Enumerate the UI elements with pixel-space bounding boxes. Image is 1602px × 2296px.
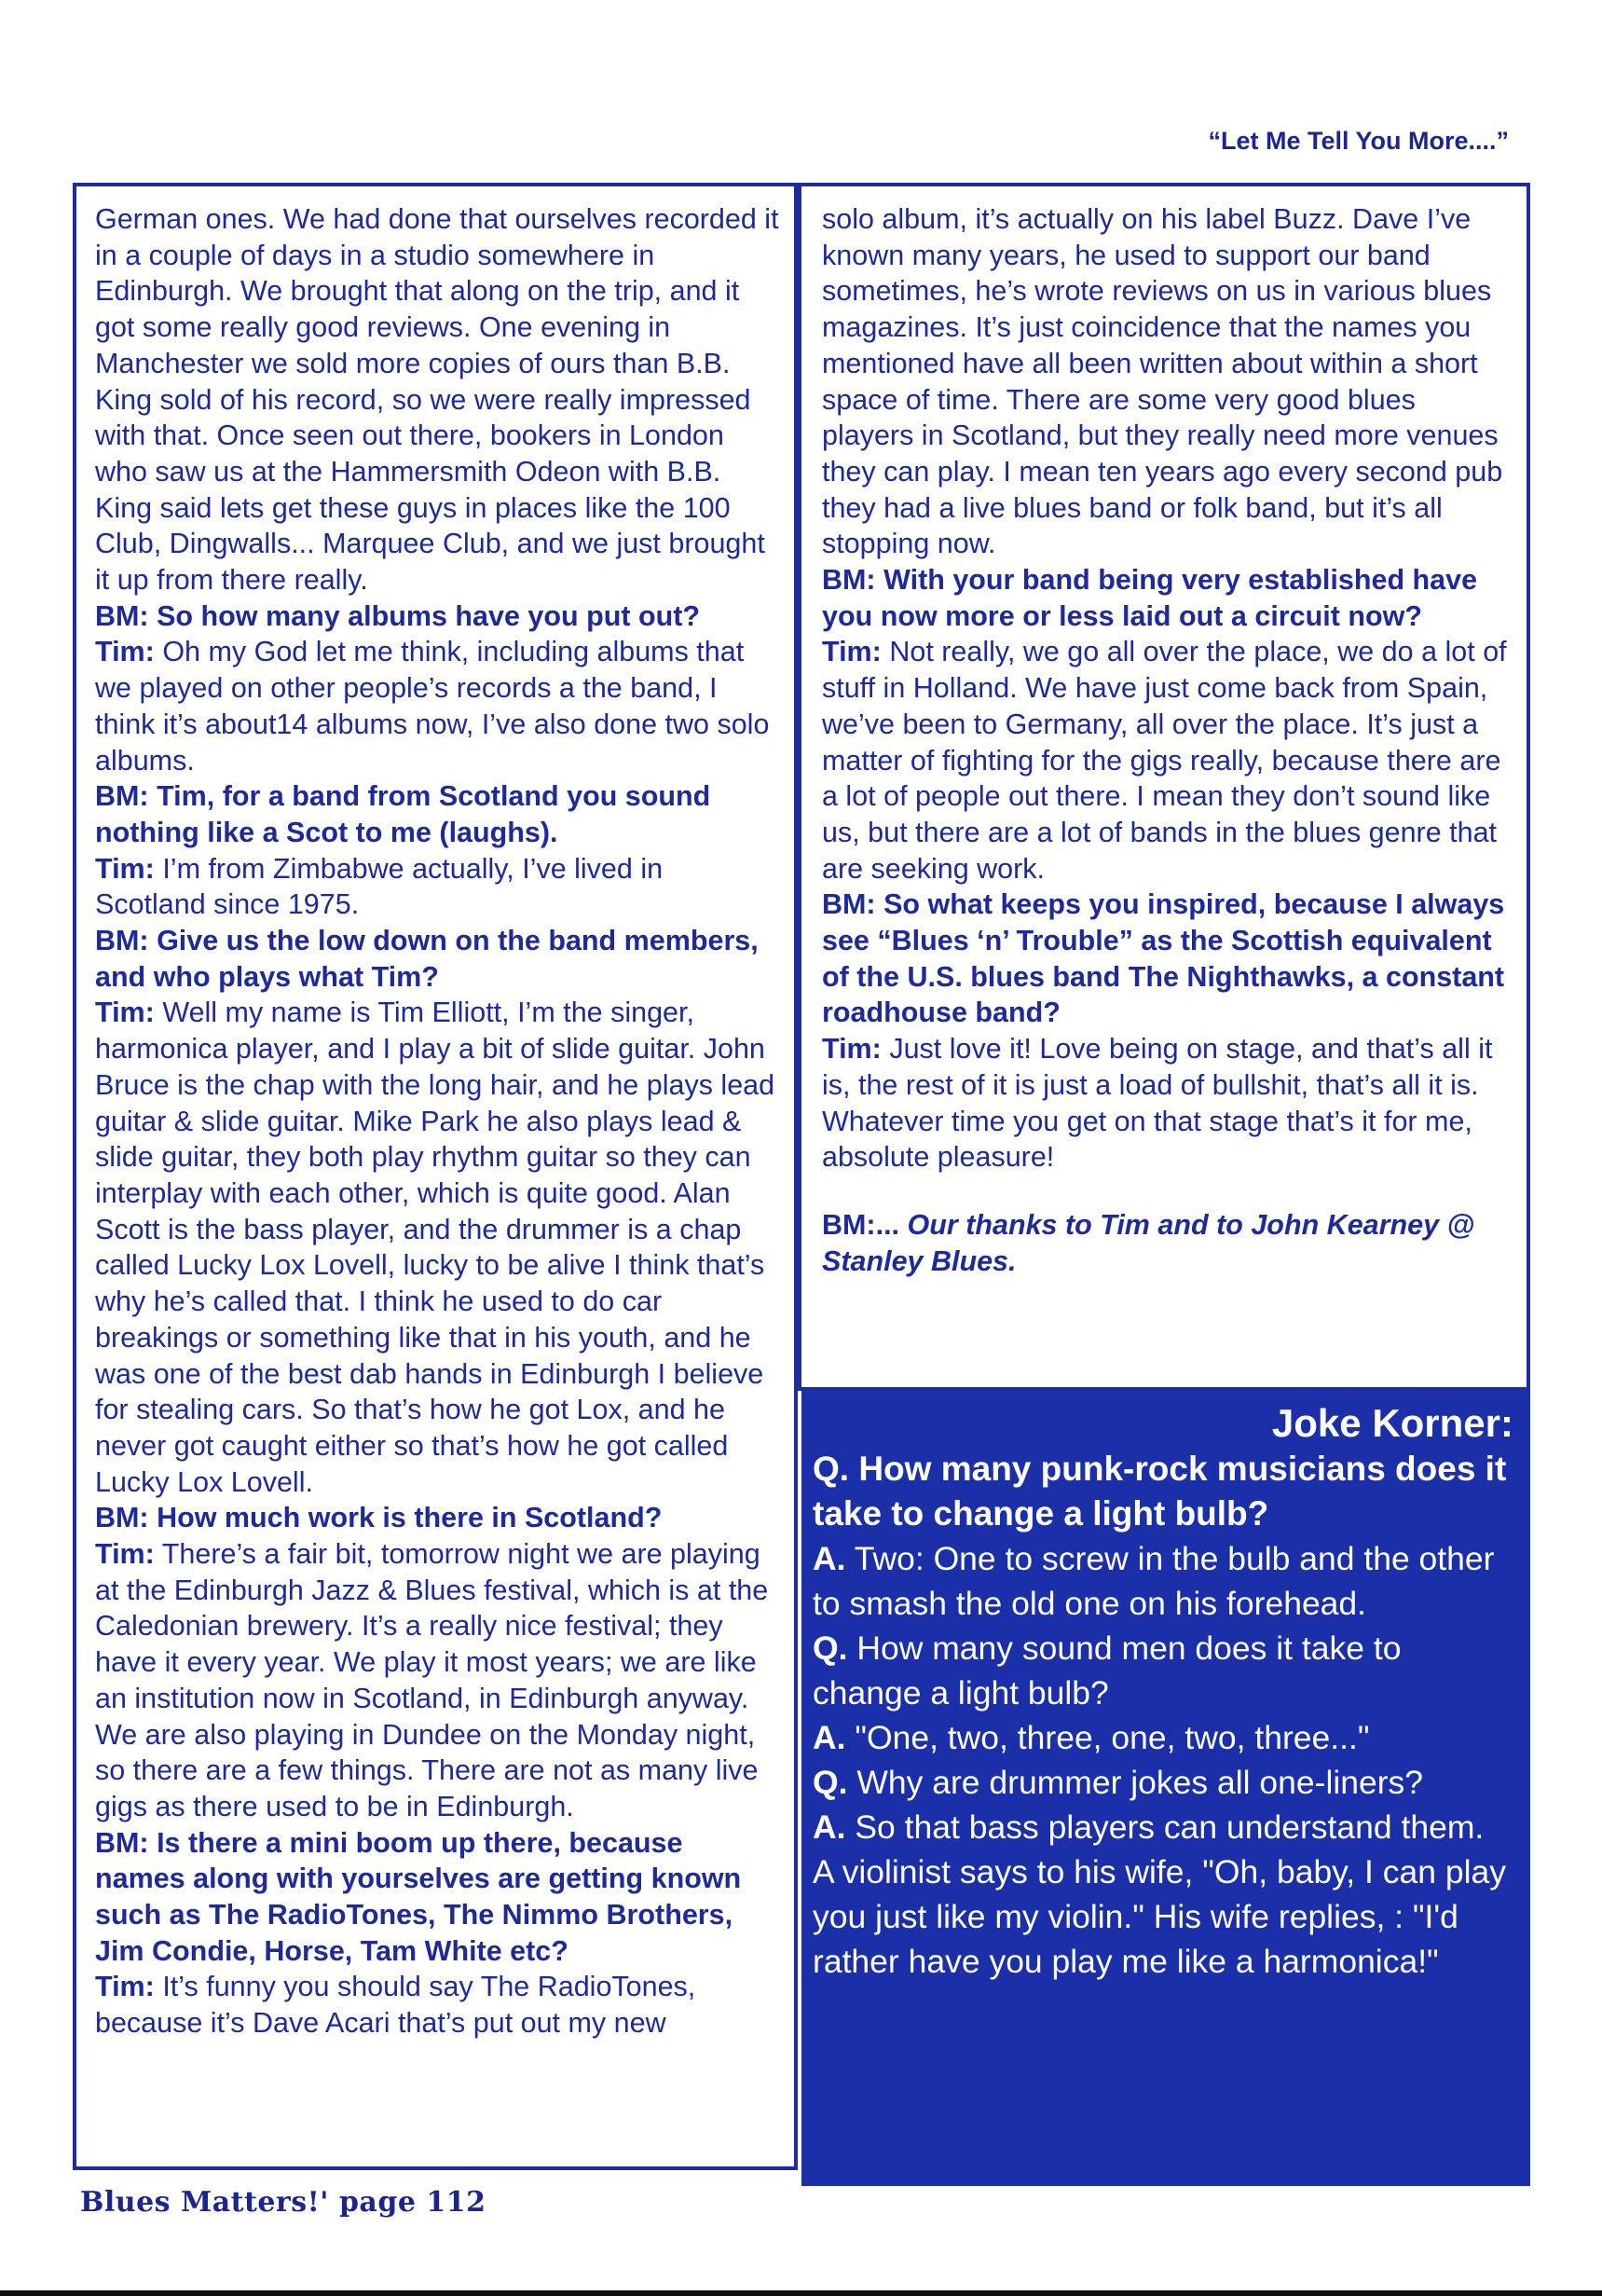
interview-paragraph xyxy=(95,1500,779,1536)
interview-paragraph xyxy=(822,562,1512,634)
answer-text: German ones. We had done that ourselves recorded it in a couple of days in a studio somewhere in Edinburgh. We brought that along on the trip, and it got some really good reviews. One evening in Manchester we sold more copies of ours than B.B. King sold of his record, so we were really impressed with that. Once seen out there, bookers in London who saw us at the Hammersmith Odeon with B.B. King said lets get these guys in places like the 100 Club, Dingwalls... Marquee Club, and we just brought it up from there really. xyxy=(95,203,779,597)
speaker-label: BM: xyxy=(822,888,876,921)
interview-paragraph xyxy=(95,1825,779,1970)
interview-paragraph xyxy=(822,634,1512,887)
interview-column-left xyxy=(73,183,798,2170)
joke-line xyxy=(813,1447,1517,1536)
page-number: page 112 xyxy=(338,2186,486,2219)
question-text: With your band being very established have you now more or less laid out a circuit now? xyxy=(822,564,1478,632)
answer-text: Just love it! Love being on stage, and that’s all it is, the rest of it is just a load of bullshit, that’s all it is. Whatever time you get on that stage that’s it for me, absolute pleasure! xyxy=(822,1033,1493,1174)
joke-line xyxy=(813,1760,1517,1805)
interview-paragraph xyxy=(95,851,779,923)
answer-text: Not really, we go all over the place, we do a lot of stuff in Holland. We have just come back from Spain, we’ve been to Germany, all over the place. It’s just a matter of fighting for the gigs really, because there are a lot of people out there. I mean they don’t sound like us, but there are a lot of bands in the blues genre that are seeking work. xyxy=(822,636,1507,885)
speaker-label: BM: xyxy=(822,564,876,597)
interview-signoff xyxy=(822,1207,1512,1279)
page-footer xyxy=(80,2186,486,2219)
interview-paragraph xyxy=(95,634,779,778)
magazine-name: Blues Matters!' xyxy=(80,2186,329,2219)
answer-text: I’m from Zimbabwe actually, I’ve lived in Scotland since 1975. xyxy=(95,852,664,921)
joke-label: Q. xyxy=(813,1450,850,1488)
speaker-label: Tim: xyxy=(95,1538,155,1571)
signoff-speaker: BM:... xyxy=(822,1208,900,1241)
interview-paragraph xyxy=(822,1031,1512,1175)
interview-paragraph xyxy=(95,1536,779,1825)
speaker-label: Tim: xyxy=(95,636,155,668)
interview-paragraph xyxy=(95,995,779,1500)
joke-korner-box xyxy=(801,1391,1530,2186)
speaker-label: BM: xyxy=(95,1826,149,1859)
joke-line xyxy=(813,1849,1517,1984)
answer-text: Well my name is Tim Elliott, I’m the singer, harmonica player, and I play a bit of slide guitar. John Bruce is the chap with the long hair, and he plays lead guitar & slide guitar. Mike Park he also plays lead & slide guitar, they both play rhythm guitar so they can interplay with each other, which is quite good. Alan Scott is the bass player, and the drummer is a chap called Lucky Lox Lovell, lucky to be alive I think that’s why he’s called that. I think he used to do car breakings or something like that in his youth, and he was one of the best dab hands in Edinburgh I believe for stealing cars. So that’s how he got Lox, and he never got caught either so that’s how he got called Lucky Lox Lovell. xyxy=(95,997,775,1498)
joke-korner-list xyxy=(813,1447,1517,1984)
page-bottom-edge xyxy=(0,2290,1602,2296)
speaker-label: Tim: xyxy=(95,852,155,885)
answer-text: There’s a fair bit, tomorrow night we are playing at the Edinburgh Jazz & Blues festival, which is at the Caledonian brewery. It’s a really nice festival; they have it every year. We play it most years; we are like an institution now in Scotland, in Edinburgh anyway. We are also playing in Dundee on the Monday night, so there are a few things. There are not as many live gigs as there used to be in Edinburgh. xyxy=(95,1538,769,1822)
joke-line xyxy=(813,1715,1517,1760)
joke-text: "One, two, three, one, two, three..." xyxy=(855,1719,1370,1756)
question-text: So what keeps you inspired, because I always see “Blues ‘n’ Trouble” as the Scottish equivalent of the U.S. blues band The Nighthawks, a constant roadhouse band? xyxy=(822,888,1505,1029)
interview-paragraph xyxy=(822,887,1512,1031)
joke-text: How many punk-rock musicians does it take to change a light bulb? xyxy=(813,1450,1507,1533)
interview-paragraph xyxy=(95,923,779,995)
interview-column-right xyxy=(798,183,1530,1391)
speaker-label: Tim: xyxy=(822,636,882,668)
answer-text: solo album, it’s actually on his label Buzz. Dave I’ve known many years, he used to support our band sometimes, he’s wrote reviews on us in various blues magazines. It’s just coincidence that the names you mentioned have all been written about within a short space of time. There are some very good blues players in Scotland, but they really need more venues they can play. I mean ten years ago every second pub they had a live blues band or folk band, but it’s all stopping now. xyxy=(822,203,1503,560)
joke-korner-title: Joke Korner: xyxy=(1271,1401,1513,1445)
joke-label: Q. xyxy=(813,1764,848,1801)
answer-text: Oh my God let me think, including albums that we played on other people’s records a the band, I think it’s about14 albums now, I’ve also done two solo albums. xyxy=(95,636,770,777)
question-text: So how many albums have you put out? xyxy=(157,599,701,632)
interview-paragraph xyxy=(95,778,779,850)
joke-text: A violinist says to his wife, "Oh, baby, I can play you just like my violin." His wife replies, : "I'd rather have you play me like a harmonica!" xyxy=(813,1853,1506,1980)
speaker-label: BM: xyxy=(95,1502,149,1534)
interview-paragraph xyxy=(95,598,779,635)
speaker-label: BM: xyxy=(95,599,149,632)
page-header-title: “Let Me Tell You More....” xyxy=(1208,127,1509,155)
signoff-text: Our thanks to Tim and to John Kearney @ Stanley Blues. xyxy=(822,1208,1475,1277)
speaker-label: BM: xyxy=(95,780,149,813)
joke-line xyxy=(813,1536,1517,1626)
joke-label: A. xyxy=(813,1540,846,1577)
joke-text: So that bass players can understand them. xyxy=(855,1808,1485,1846)
interview-paragraph xyxy=(95,1969,779,2041)
joke-label: A. xyxy=(813,1808,846,1846)
speaker-label: Tim: xyxy=(95,997,155,1029)
speaker-label: Tim: xyxy=(822,1033,882,1066)
speaker-label: BM: xyxy=(95,925,149,957)
question-text: Tim, for a band from Scotland you sound nothing like a Scot to me (laughs). xyxy=(95,780,711,848)
joke-line xyxy=(813,1805,1517,1849)
question-text: Is there a mini boom up there, because names along with yourselves are getting known such as The RadioTones, The Nimmo Brothers, Jim Condie, Horse, Tam White etc? xyxy=(95,1826,742,1967)
answer-text: It’s funny you should say The RadioTones, because it’s Dave Acari that’s put out my new xyxy=(95,1971,696,2040)
joke-line xyxy=(813,1626,1517,1715)
joke-label: Q. xyxy=(813,1629,848,1667)
question-text: How much work is there in Scotland? xyxy=(157,1502,663,1534)
interview-paragraph xyxy=(95,201,779,598)
question-text: Give us the low down on the band members, and who plays what Tim? xyxy=(95,925,759,993)
joke-text: Why are drummer jokes all one-liners? xyxy=(856,1764,1424,1801)
speaker-label: Tim: xyxy=(95,1971,155,2003)
joke-text: How many sound men does it take to change a light bulb? xyxy=(813,1629,1402,1712)
joke-text: Two: One to screw in the bulb and the other to smash the old one on his forehead. xyxy=(813,1540,1495,1622)
interview-paragraph xyxy=(822,201,1512,562)
joke-label: A. xyxy=(813,1719,846,1756)
